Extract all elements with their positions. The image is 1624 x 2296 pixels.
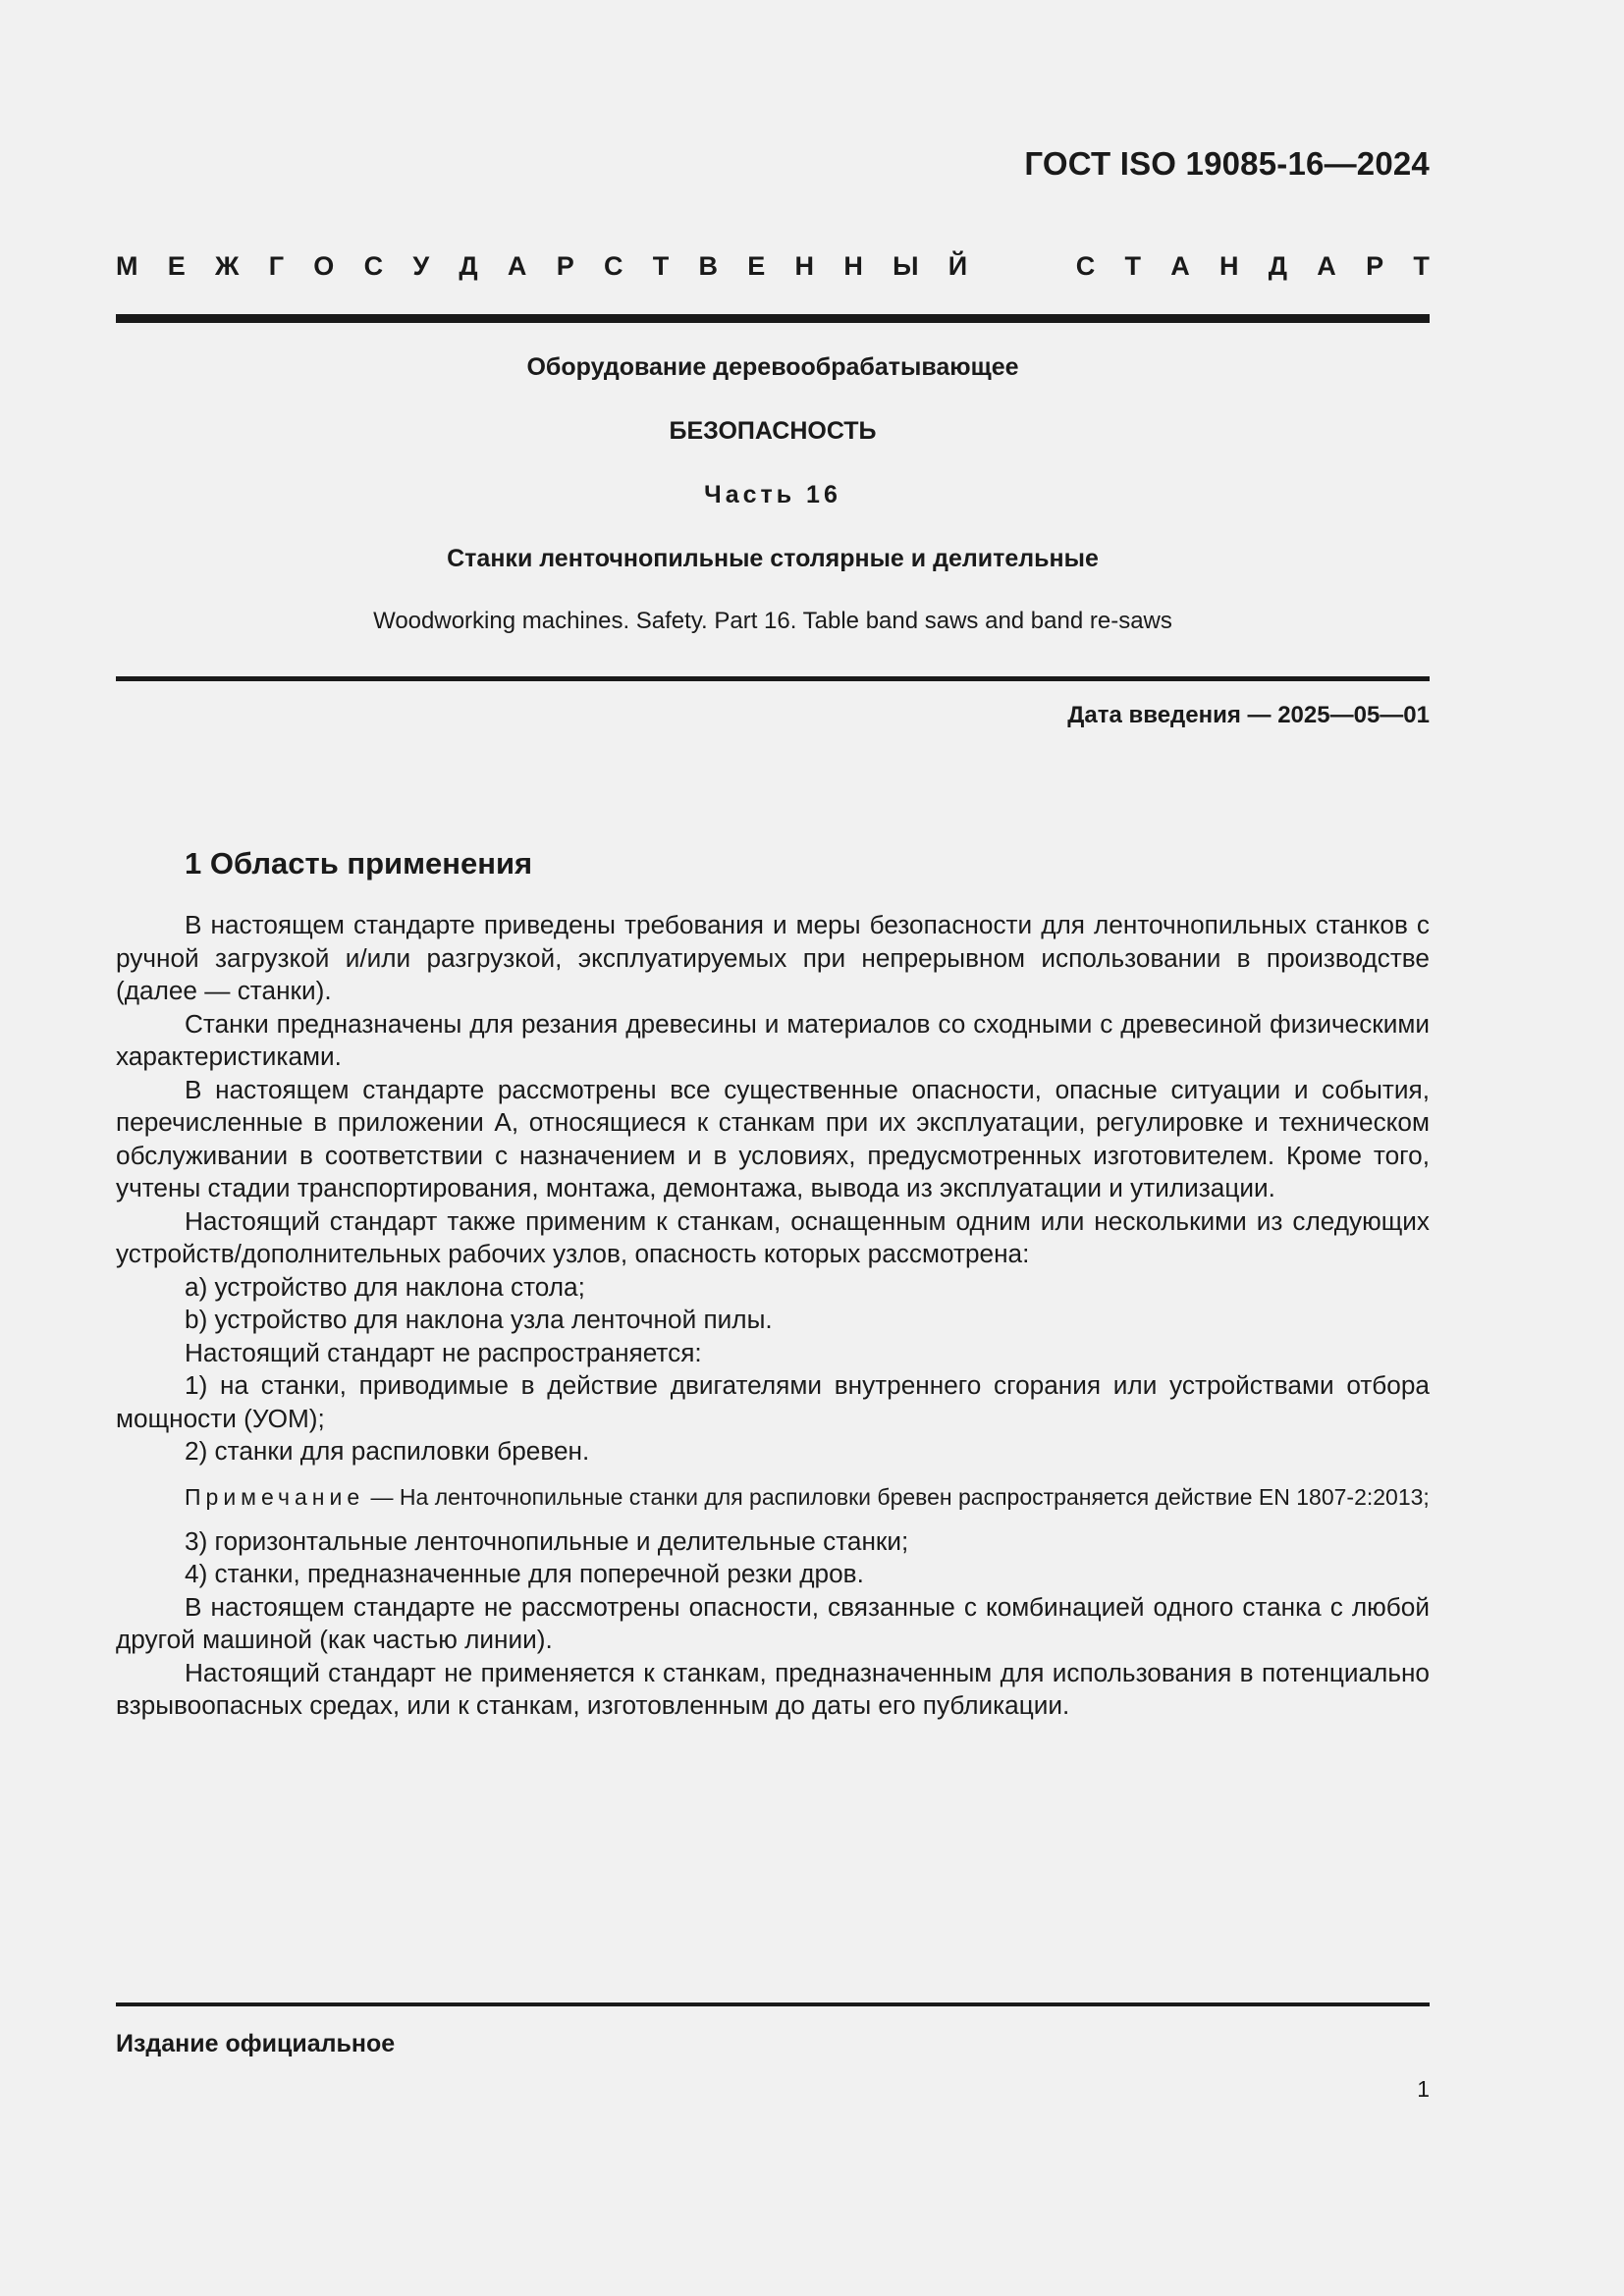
top-rule	[116, 314, 1430, 323]
document-page	[116, 0, 1430, 2296]
paragraph: Настоящий стандарт также применим к станкам, оснащенным одним или несколькими из следующих устройств/дополнительных рабочих узлов, опасность которых рассмотрена:	[116, 1205, 1430, 1268]
list-item: b) устройство для наклона узла ленточной пилы.	[185, 1305, 773, 1334]
list-item: 2) станки для распиловки бревен.	[185, 1436, 590, 1466]
paragraph: В настоящем стандарте рассмотрены все существенные опасности, опасные ситуации и события, перечисленные в приложении А, относящиеся к станкам при их эксплуатации, регулировке и техническом обслуживании в соответствии с назначением и в условиях, предусмотренных изготовителем. Кроме того, учтены стадии транспортирования, монтажа, демонтажа, вывода из эксплуатации и утилизации.	[116, 1074, 1430, 1202]
paragraph: В настоящем стандарте приведены требования и меры безопасности для ленточнопильных станков с ручной загрузкой и/или разгрузкой, эксплуатируемых при непрерывном использовании в производстве (далее — станки).	[116, 910, 1430, 1005]
heading-letter: Т	[652, 251, 670, 281]
list-item: 1) на станки, приводимые в действие двигателями внутреннего сгорания или устройствами отбора мощности (УОМ);	[116, 1370, 1430, 1433]
heading-letter: В	[698, 251, 718, 281]
heading-letter: Н	[794, 251, 815, 281]
title-line-4: Станки ленточнопильные столярные и делительные	[447, 545, 1099, 572]
heading-letter: Е	[167, 251, 186, 281]
heading-letter: С	[603, 251, 623, 281]
heading-letter: Н	[843, 251, 863, 281]
title-line-2: БЕЗОПАСНОСТЬ	[669, 417, 877, 445]
heading-word-gap	[997, 251, 1046, 282]
note	[116, 1482, 1430, 1512]
heading-letter: Р	[556, 251, 574, 281]
paragraph: Настоящий стандарт не применяется к станкам, предназначенным для использования в потенциально взрывоопасных средах, или к станкам, изготовленным до даты его публикации.	[116, 1657, 1430, 1720]
list-item: 4) станки, предназначенные для поперечной резки дров.	[185, 1559, 864, 1588]
heading-letter: А	[1170, 251, 1190, 281]
heading-letter: Г	[268, 251, 285, 281]
title-part: Часть 16	[704, 481, 841, 508]
heading-letter: Т	[1124, 251, 1141, 281]
heading-letter: Ы	[893, 251, 919, 281]
paragraph: В настоящем стандарте не рассмотрены опасности, связанные с комбинацией одного станка с любой другой машиной (как частью линии).	[116, 1591, 1430, 1654]
heading-letter: У	[412, 251, 430, 281]
heading-letter: Й	[947, 251, 968, 281]
note-label: Примечание	[185, 1483, 365, 1510]
heading-letter: Р	[1366, 251, 1384, 281]
list-item: 3) горизонтальные ленточнопильные и делительные станки;	[185, 1525, 909, 1556]
heading-letter: Д	[459, 251, 478, 281]
middle-rule	[116, 676, 1430, 681]
page-number: 1	[1417, 2076, 1430, 2102]
heading-letter: Д	[1268, 251, 1288, 281]
section-body	[116, 909, 1430, 1723]
document-code: ГОСТ ISO 19085-16—2024	[1024, 145, 1430, 182]
paragraph: Станки предназначены для резания древесины и материалов со сходными с древесиной физическими характеристиками.	[116, 1008, 1430, 1071]
title-line-1: Оборудование деревообрабатывающее	[526, 353, 1019, 381]
title-english: Woodworking machines. Safety. Part 16. Table band saws and band re-saws	[373, 608, 1172, 634]
heading-letter: Н	[1219, 251, 1239, 281]
heading-letter: Е	[747, 251, 766, 281]
introduction-date: Дата введения — 2025—05—01	[1067, 702, 1430, 728]
standard-kind-heading	[116, 251, 1430, 282]
note-text: — На ленточнопильные станки для распиловки бревен распространяется действие EN 1807-2:2013;	[364, 1483, 1430, 1510]
paragraph: Настоящий стандарт не распространяется:	[185, 1337, 702, 1367]
heading-letter: Т	[1413, 251, 1430, 281]
bottom-rule	[116, 2002, 1430, 2006]
heading-letter: О	[313, 251, 335, 281]
heading-letter: С	[363, 251, 384, 281]
edition-label: Издание официальное	[116, 2030, 396, 2057]
heading-letter: С	[1075, 251, 1096, 281]
list-item: a) устройство для наклона стола;	[185, 1271, 585, 1302]
heading-letter: Ж	[215, 251, 240, 281]
section-title: 1 Область применения	[185, 846, 533, 881]
heading-letter: А	[1317, 251, 1336, 281]
heading-letter: М	[116, 251, 138, 281]
heading-letter: А	[507, 251, 527, 281]
